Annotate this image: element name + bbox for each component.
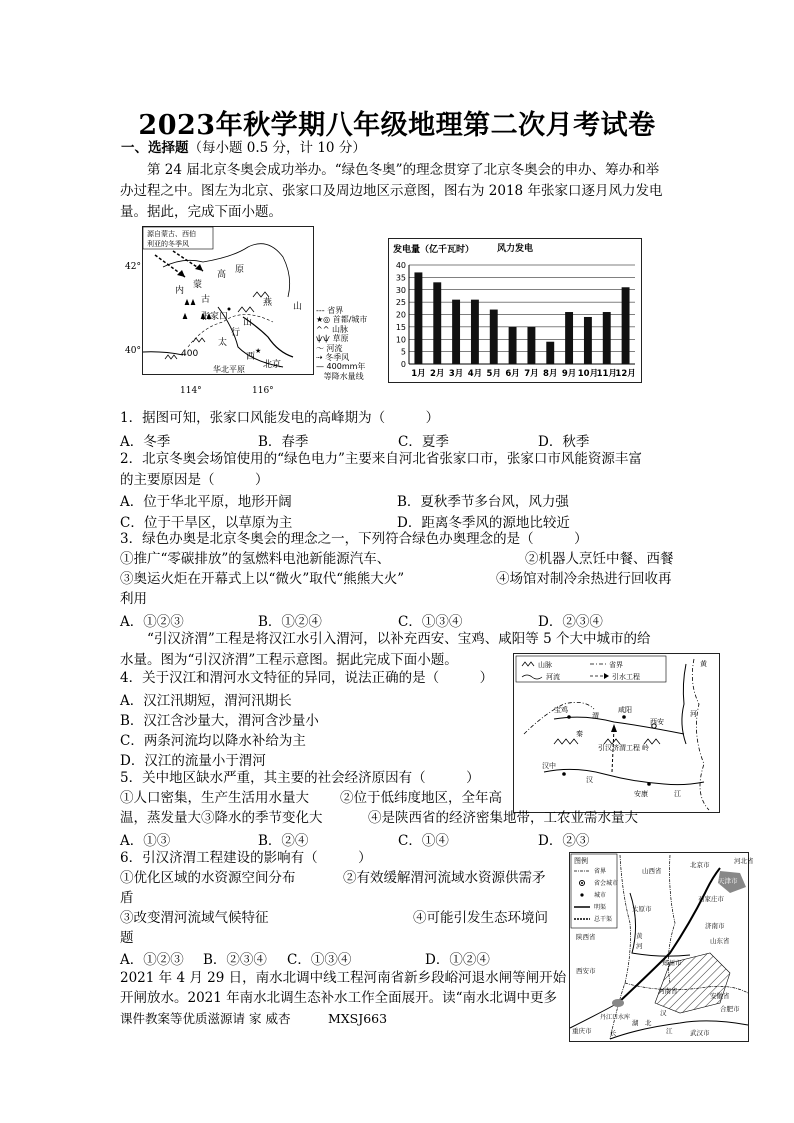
- x-tick-label: 2月: [430, 369, 445, 379]
- intro1-line: 第 24 届北京冬奥会成功举办。“绿色冬奥”的理念贯穿了北京冬奥会的申办、筹办和举: [147, 162, 660, 178]
- q6-stem: 6．引汉济渭工程建设的影响有（ ）: [120, 850, 372, 866]
- map-place: 河: [636, 942, 643, 950]
- map-place: 安徽省: [710, 992, 730, 1000]
- q3-item: ③奥运火炬在开幕式上以“微火”取代“熊熊大火”: [120, 571, 405, 587]
- legend-item: — 400mm年: [316, 362, 366, 372]
- legend-item: 等降水量线: [323, 371, 364, 381]
- map-city: 济南市: [705, 922, 725, 930]
- x-tick-label: 5月: [486, 369, 501, 379]
- map-city: 太原市: [632, 905, 652, 913]
- x-tick-label: 1月: [411, 369, 426, 379]
- map-place: 长: [610, 1029, 617, 1037]
- bar-3月: [452, 300, 460, 364]
- legend-river: 河流: [546, 673, 560, 681]
- map-place: 山: [243, 318, 253, 328]
- han-wei-diversion-map: [513, 653, 720, 813]
- legend-mountain: 山脉: [538, 661, 552, 669]
- legend-province: 省界: [609, 661, 623, 669]
- section-note: （每小题 0.5 分，计 10 分）: [188, 140, 366, 156]
- bar-8月: [546, 342, 554, 364]
- map-place: 汉: [586, 776, 593, 784]
- map-city: 郑州市: [662, 959, 682, 967]
- q5-option-d[interactable]: D．②③: [538, 833, 590, 849]
- q5-stem: 5．关中地区缺水严重，其主要的社会经济原因有（ ）: [120, 770, 480, 786]
- chart-svg: [389, 239, 641, 382]
- q3-option-d[interactable]: D．②③④: [538, 614, 603, 630]
- map-place: 河北省: [734, 857, 754, 865]
- legend-item: ★◎ 首都/城市: [316, 315, 368, 325]
- q6-item: 盾: [120, 890, 134, 906]
- legend-diversion: 引水工程: [612, 673, 640, 681]
- q2-stem: 2．北京冬奥会场馆使用的“绿色电力”主要来自河北省张家口市，张家口市风能资源丰富: [120, 451, 642, 467]
- intro3-line: 课件教案等优质滋源请 家 威杏 MXSJ663: [120, 1011, 388, 1026]
- legend-item: ѱѱ 草原: [316, 334, 349, 344]
- legend-item: 城市: [594, 892, 607, 899]
- map1-legend: [316, 306, 367, 381]
- q6-option-c[interactable]: C．①③④: [287, 952, 352, 968]
- bar-7月: [527, 327, 535, 364]
- map-place: 燕: [263, 298, 273, 308]
- q5-option-b[interactable]: B．②④: [258, 833, 309, 849]
- legend-item: ⇢ 冬季风: [316, 353, 350, 363]
- map-city: 宝鸡: [554, 706, 568, 714]
- map-place: 山: [293, 302, 303, 312]
- q5-item: 温，蒸发量大③降水的季节变化大: [120, 810, 323, 826]
- legend-item: --- 省界: [316, 306, 344, 315]
- map-place: 黄: [636, 932, 643, 940]
- bar-4月: [471, 300, 479, 364]
- q6-option-b[interactable]: B．②③④: [203, 952, 267, 968]
- map-place: 丹江口水库: [600, 1014, 631, 1021]
- map-place: 行: [231, 328, 241, 338]
- map-city: 重庆市: [572, 1027, 592, 1035]
- q5-item: ②位于低纬度地区，全年高: [340, 790, 502, 806]
- q6-option-a[interactable]: A．①②③: [120, 952, 184, 968]
- q6-option-d[interactable]: D．①②④: [425, 952, 490, 968]
- q3-item: ②机器人烹饪中餐、西餐: [525, 551, 674, 567]
- legend-title: 图例: [574, 857, 588, 865]
- q5-item: ④是陕西省的经济密集地带，工农业需水量大: [368, 810, 638, 826]
- y-tick-label: 0: [400, 360, 406, 369]
- map-city: 石家庄市: [698, 895, 724, 903]
- map-place: 古: [201, 295, 211, 305]
- y-tick-label: 40: [395, 261, 406, 270]
- chart-ylabel: 发电量（亿千瓦时）: [393, 245, 475, 255]
- y-tick-label: 20: [395, 310, 406, 320]
- intro2-line: 水量。图为“引汉济渭”工程示意图。据此完成下面小题。: [120, 652, 458, 668]
- q2-stem: 的主要原因是（ ）: [120, 472, 269, 488]
- bar-1月: [414, 272, 422, 364]
- y-tick-label: 35: [395, 273, 406, 283]
- chart-title: 风力发电: [497, 244, 534, 254]
- map-place: 山东省: [710, 937, 730, 945]
- lat-label: 42°: [125, 262, 141, 272]
- bar-9月: [565, 312, 573, 364]
- x-tick-label: 7月: [524, 369, 539, 379]
- q5-option-c[interactable]: C．①④: [398, 833, 449, 849]
- q3-option-c[interactable]: C．①③④: [398, 614, 463, 630]
- bar-6月: [509, 327, 517, 364]
- map-place: 河: [690, 710, 697, 718]
- intro1-line: 量。据此，完成下面小题。: [120, 204, 282, 220]
- q2-option-b[interactable]: B．夏秋季节多台风，风力强: [397, 494, 569, 510]
- map-city: 北京: [263, 360, 282, 370]
- lon-label: 116°: [252, 386, 274, 396]
- map-place: 汉: [660, 1009, 667, 1017]
- lat-label: 40°: [125, 346, 141, 356]
- x-tick-label: 9月: [561, 369, 577, 379]
- map-place: 内: [175, 286, 185, 296]
- map-place: 秦: [576, 730, 583, 738]
- legend-item: ^^ 山脉: [316, 324, 348, 334]
- map-city: 安康: [634, 790, 648, 798]
- wind-note-line: 源自蒙古、西伯: [147, 230, 196, 238]
- map-place: 高: [217, 270, 227, 280]
- q6-item: ③改变渭河流域气候特征: [120, 910, 269, 926]
- y-tick-label: 25: [395, 298, 406, 308]
- map-city: 汉中: [542, 762, 556, 770]
- q3-item: ①推广“零碳排放”的氢燃料电池新能源汽车、: [120, 551, 391, 567]
- map-place: 天津市: [718, 877, 738, 885]
- legend-item: 省界: [594, 868, 607, 875]
- q2-option-a[interactable]: A．位于华北平原，地形开阔: [120, 494, 292, 510]
- legend-item: 总干渠: [594, 916, 613, 923]
- map-place: 黄: [700, 660, 707, 668]
- x-tick-label: 8月: [543, 369, 558, 379]
- map-place: 河南省: [658, 987, 678, 995]
- map-place: 太: [218, 338, 228, 348]
- q2-option-c[interactable]: C．位于干旱区，以草原为主: [120, 515, 293, 531]
- bar-10月: [584, 317, 592, 364]
- y-tick-label: 30: [395, 285, 406, 295]
- map-city: 合肥市: [720, 1005, 740, 1013]
- y-tick-label: 15: [395, 322, 406, 332]
- q4-option-d[interactable]: D．汉江的流量小于渭河: [120, 753, 266, 769]
- q1-option-a[interactable]: A．冬季: [120, 434, 171, 450]
- map-place: 蒙: [193, 280, 203, 290]
- south-north-diversion-map: [569, 852, 754, 1042]
- map-place: 原: [235, 265, 245, 275]
- map-place: 岭: [642, 744, 649, 752]
- bar-5月: [490, 310, 498, 364]
- map-place: 西: [246, 352, 256, 362]
- map-place: 江: [674, 790, 681, 798]
- q5-option-a[interactable]: A．①③: [120, 833, 171, 849]
- lon-label: 114°: [180, 386, 202, 396]
- map-place: 江: [666, 1027, 673, 1035]
- q3-stem: 3．绿色办奥是北京冬奥会的理念之一，下列符合绿色办奥理念的是（ ）: [120, 531, 588, 547]
- q4-option-c[interactable]: C．两条河流均以降水补给为主: [120, 733, 306, 749]
- q6-item: 题: [120, 930, 134, 946]
- map-place: 北京市: [690, 861, 710, 869]
- map-place: 北: [645, 1019, 652, 1027]
- wind-note-line: 利亚的冬季风: [147, 240, 189, 248]
- x-tick-label: 6月: [505, 369, 520, 379]
- section-heading: [121, 138, 366, 158]
- q6-item: ④可能引发生态环境问: [413, 910, 548, 926]
- map-city: 张家口: [201, 312, 229, 322]
- y-tick-label: 10: [395, 335, 406, 345]
- bar-2月: [433, 282, 441, 364]
- map-place: 山西省: [642, 867, 662, 875]
- intro3-line: 开闸放水。2021 年南水北调生态补水工作全面展开。读“南水北调中更多: [120, 990, 558, 1006]
- map-label: 引汉济渭工程: [598, 744, 640, 752]
- isohyet-label: 400: [181, 349, 199, 359]
- intro1-line: 办过程之中。图左为北京、张家口及周边地区示意图，图右为 2018 年张家口逐月风力发电: [120, 183, 663, 199]
- map-place: 湖: [632, 1019, 639, 1027]
- x-tick-label: 3月: [448, 369, 464, 379]
- q3-item: ④场馆对制冷余热进行回收再: [496, 571, 672, 587]
- winter-wind-arrows: [155, 251, 203, 277]
- map-city: 咸阳: [618, 706, 632, 714]
- intro2-line: “引汉济渭”工程是将汉江水引入渭河，以补充西安、宝鸡、咸阳等 5 个大中城市的给: [147, 631, 651, 647]
- q4-option-b[interactable]: B．汉江含沙量大，渭河含沙量小: [120, 713, 319, 729]
- q2-option-d[interactable]: D．距离冬季风的源地比较近: [397, 515, 570, 531]
- legend-item: ～ 河流: [316, 343, 343, 353]
- q1-stem: 1．据图可知，张家口风能发电的高峰期为（ ）: [120, 410, 440, 426]
- q3-item: 利用: [120, 591, 147, 607]
- map-city: 西安市: [576, 967, 596, 975]
- x-tick-label: 11月: [596, 369, 617, 379]
- q4-option-a[interactable]: A．汉江汛期短，渭河汛期长: [120, 693, 292, 709]
- map-city: 武汉市: [690, 1029, 710, 1037]
- q3-option-b[interactable]: B．①②④: [258, 614, 322, 630]
- q5-item: ①人口密集，生产生活用水量大: [120, 790, 309, 806]
- map-place: 陕西省: [576, 933, 596, 941]
- x-tick-label: 10月: [577, 369, 599, 379]
- y-tick-label: 5: [400, 347, 406, 357]
- x-tick-label: 12月: [615, 369, 636, 379]
- x-tick-label: 4月: [467, 369, 483, 379]
- q1-option-c[interactable]: C．夏季: [398, 434, 449, 450]
- capital-star-icon: ★: [255, 347, 262, 355]
- q3-option-a[interactable]: A．①②③: [120, 614, 184, 630]
- map-city: 西安: [650, 718, 664, 726]
- legend-item: 省会城市: [594, 880, 619, 887]
- wind-power-chart: [388, 238, 642, 383]
- section-title: 一、选择题: [121, 140, 189, 156]
- map-place: 渭: [592, 712, 599, 720]
- bar-12月: [622, 287, 630, 364]
- page-title: 2023年秋学期八年级地理第二次月考试卷: [138, 110, 656, 141]
- q6-item: ②有效缓解渭河流域水资源供需矛: [343, 870, 546, 886]
- q1-option-b[interactable]: B．春季: [258, 434, 309, 450]
- bar-11月: [603, 312, 611, 364]
- map-place: 华北平原: [213, 365, 245, 374]
- q1-option-d[interactable]: D．秋季: [538, 434, 590, 450]
- legend-item: 明渠: [594, 904, 607, 911]
- q4-stem: 4．关于汉江和渭河水文特征的异同，说法正确的是（ ）: [120, 670, 494, 686]
- beijing-zhangjiakou-map: [142, 226, 314, 375]
- intro3-line: 2021 年 4 月 29 日，南水北调中线工程河南省新乡段峪河退水闸等闸开始: [120, 970, 567, 986]
- q6-item: ①优化区域的水资源空间分布: [120, 870, 296, 886]
